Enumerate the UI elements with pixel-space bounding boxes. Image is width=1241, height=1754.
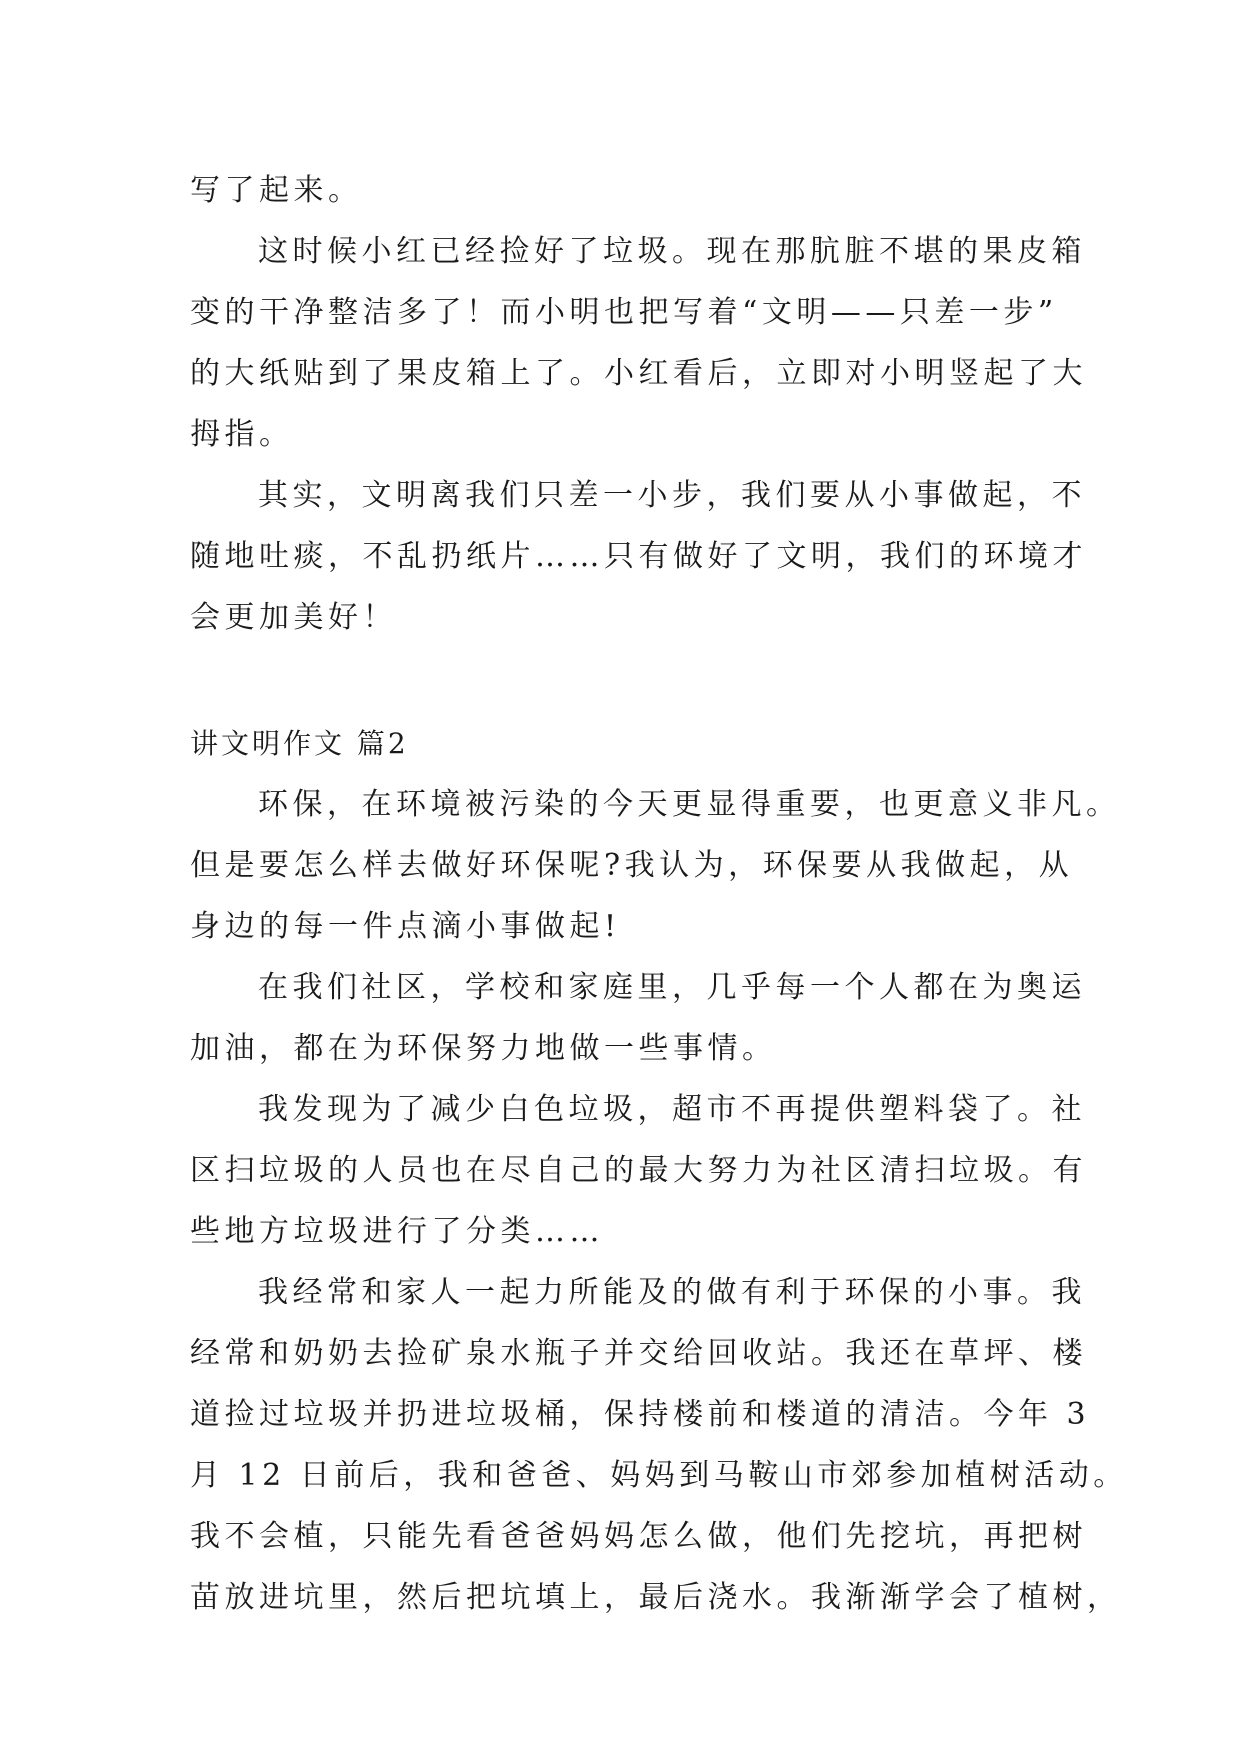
- paragraph-line: 写了起来。: [190, 173, 363, 208]
- paragraph-line: 经常和奶奶去捡矿泉水瓶子并交给回收站。我还在草坪、楼: [190, 1336, 1087, 1371]
- paragraph-line: 区扫垃圾的人员也在尽自己的最大努力为社区清扫垃圾。有: [190, 1153, 1087, 1188]
- paragraph-line: 拇指。: [190, 417, 294, 452]
- section-gap: [190, 648, 1060, 713]
- paragraph-line: 在我们社区，学校和家庭里，几乎每一个人都在为奥运: [258, 970, 1086, 1005]
- paragraph-line: 但是要怎么样去做好环保呢?我认为，环保要从我做起，从: [190, 848, 1074, 883]
- paragraph-line: 我不会植，只能先看爸爸妈妈怎么做，他们先挖坑，再把树: [190, 1519, 1087, 1554]
- paragraph-line: 这时候小红已经捡好了垃圾。现在那肮脏不堪的果皮箱: [258, 234, 1086, 269]
- paragraph-line: 变的干净整洁多了！而小明也把写着“文明——只差一步”: [190, 295, 1058, 330]
- document-page: [190, 160, 1128, 1628]
- paragraph-line: 加油，都在为环保努力地做一些事情。: [190, 1031, 777, 1066]
- paragraph-line: 会更加美好！: [190, 600, 397, 635]
- paragraph-line: 我经常和家人一起力所能及的做有利于环保的小事。我: [258, 1275, 1086, 1310]
- paragraph-line: 随地吐痰，不乱扔纸片……只有做好了文明，我们的环境才: [190, 539, 1087, 574]
- section-heading: 讲文明作文 篇2: [190, 727, 409, 760]
- paragraph-line: 苗放进坑里，然后把坑填上，最后浇水。我渐渐学会了植树，: [190, 1580, 1122, 1615]
- paragraph-line: 环保，在环境被污染的今天更显得重要，也更意义非凡。: [258, 787, 1121, 822]
- paragraph-line: 道捡过垃圾并扔进垃圾桶，保持楼前和楼道的清洁。今年 3: [190, 1397, 1091, 1432]
- paragraph-line: 身边的每一件点滴小事做起!: [190, 909, 621, 944]
- paragraph-line: 我发现为了减少白色垃圾，超市不再提供塑料袋了。社: [258, 1092, 1086, 1127]
- paragraph-line: 月 12 日前后，我和爸爸、妈妈到马鞍山市郊参加植树活动。: [190, 1458, 1128, 1493]
- paragraph-line: 其实，文明离我们只差一小步，我们要从小事做起，不: [258, 478, 1086, 513]
- paragraph-line: 些地方垃圾进行了分类……: [190, 1214, 604, 1249]
- paragraph-line: 的大纸贴到了果皮箱上了。小红看后，立即对小明竖起了大: [190, 356, 1087, 391]
